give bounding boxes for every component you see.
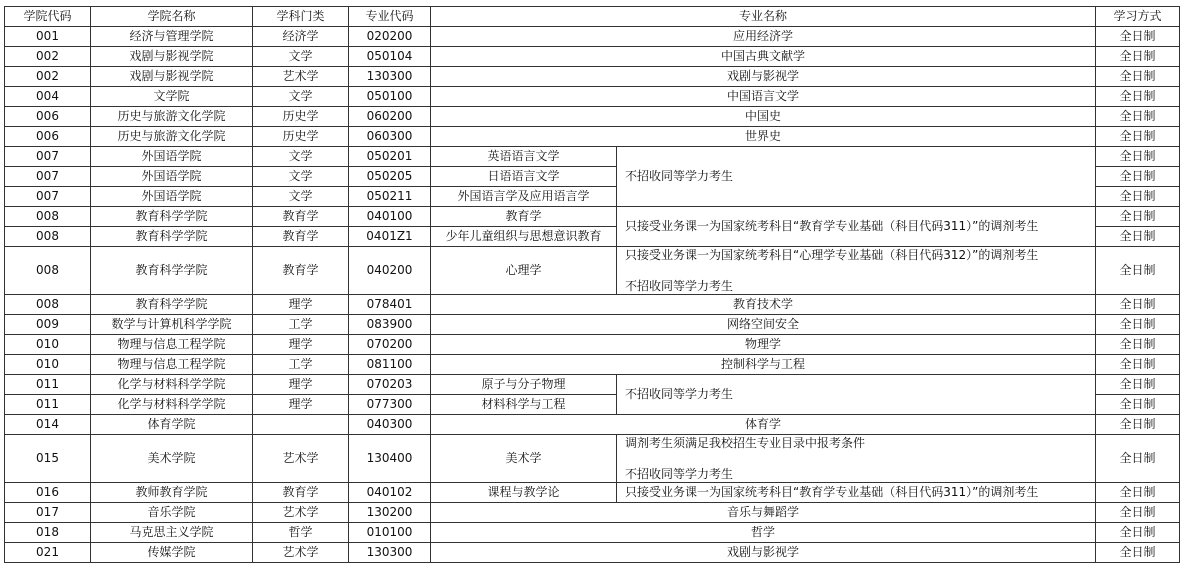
admission-note [617,435,1096,483]
major-code: 081100 [349,355,431,375]
college-code: 011 [5,375,91,395]
major-name: 世界史 [431,127,1096,147]
college-name: 教育科学学院 [91,227,253,247]
major-code: 020200 [349,27,431,47]
admission-note: 只接受业务课一为国家统考科目“教育学专业基础（科目代码311）”的调剂考生 [617,207,1096,247]
note-line: 不招收同等学力考生 [625,467,734,481]
study-mode: 全日制 [1096,127,1180,147]
college-name: 文学院 [91,87,253,107]
discipline: 理学 [253,375,349,395]
study-mode: 全日制 [1096,315,1180,335]
college-name: 音乐学院 [91,503,253,523]
table-row [5,147,1180,167]
discipline: 哲学 [253,523,349,543]
study-mode: 全日制 [1096,187,1180,207]
admission-note [617,247,1096,295]
major-code: 050100 [349,87,431,107]
study-mode: 全日制 [1096,207,1180,227]
college-code: 017 [5,503,91,523]
discipline: 艺术学 [253,67,349,87]
major-name: 心理学 [431,247,617,295]
study-mode: 全日制 [1096,435,1180,483]
major-name: 戏剧与影视学 [431,543,1096,563]
table-row [5,207,1180,227]
college-code: 007 [5,187,91,207]
admission-note: 不招收同等学力考生 [617,147,1096,207]
table-row [5,415,1180,435]
major-name: 中国史 [431,107,1096,127]
table-row [5,47,1180,67]
admission-note: 只接受业务课一为国家统考科目“教育学专业基础（科目代码311）”的调剂考生 [617,483,1096,503]
college-code: 008 [5,247,91,295]
table-row [5,295,1180,315]
college-name: 经济与管理学院 [91,27,253,47]
college-name: 戏剧与影视学院 [91,67,253,87]
discipline: 理学 [253,335,349,355]
table-row [5,247,1180,295]
study-mode: 全日制 [1096,147,1180,167]
study-mode: 全日制 [1096,27,1180,47]
discipline: 文学 [253,87,349,107]
college-code: 021 [5,543,91,563]
discipline [253,415,349,435]
major-name: 教育学 [431,207,617,227]
table-row [5,27,1180,47]
major-code: 130200 [349,503,431,523]
college-name: 体育学院 [91,415,253,435]
discipline: 艺术学 [253,503,349,523]
major-code: 130300 [349,67,431,87]
discipline: 文学 [253,147,349,167]
header-college-name: 学院名称 [91,7,253,27]
discipline: 理学 [253,295,349,315]
college-code: 001 [5,27,91,47]
major-code: 083900 [349,315,431,335]
college-code: 010 [5,335,91,355]
major-code: 050104 [349,47,431,67]
major-code: 130300 [349,543,431,563]
college-name: 历史与旅游文化学院 [91,107,253,127]
major-name: 美术学 [431,435,617,483]
major-name: 音乐与舞蹈学 [431,503,1096,523]
study-mode: 全日制 [1096,543,1180,563]
discipline: 教育学 [253,227,349,247]
table-row [5,355,1180,375]
discipline: 文学 [253,47,349,67]
table-row [5,87,1180,107]
study-mode: 全日制 [1096,47,1180,67]
college-name: 戏剧与影视学院 [91,47,253,67]
table-row [5,67,1180,87]
major-name: 原子与分子物理 [431,375,617,395]
study-mode: 全日制 [1096,355,1180,375]
major-code: 060200 [349,107,431,127]
admission-note: 不招收同等学力考生 [617,375,1096,415]
major-name: 体育学 [431,415,1096,435]
major-code: 010100 [349,523,431,543]
college-code: 016 [5,483,91,503]
college-name: 教育科学学院 [91,207,253,227]
table-row [5,523,1180,543]
major-name: 应用经济学 [431,27,1096,47]
major-name: 控制科学与工程 [431,355,1096,375]
table-row [5,315,1180,335]
major-code: 050205 [349,167,431,187]
college-name: 外国语学院 [91,187,253,207]
note-line: 调剂考生须满足我校招生专业目录中报考条件 [625,436,866,450]
discipline: 教育学 [253,483,349,503]
college-code: 011 [5,395,91,415]
header-college-code: 学院代码 [5,7,91,27]
note-line: 只接受业务课一为国家统考科目“心理学专业基础（科目代码312）”的调剂考生 [625,248,1039,262]
college-name: 教育科学学院 [91,247,253,295]
major-name: 外国语言学及应用语言学 [431,187,617,207]
college-code: 009 [5,315,91,335]
college-code: 007 [5,147,91,167]
discipline: 理学 [253,395,349,415]
college-code: 006 [5,127,91,147]
college-name: 物理与信息工程学院 [91,335,253,355]
study-mode: 全日制 [1096,67,1180,87]
discipline: 文学 [253,167,349,187]
major-code: 077300 [349,395,431,415]
major-code: 040300 [349,415,431,435]
table-header-row [5,7,1180,27]
major-name: 物理学 [431,335,1096,355]
study-mode: 全日制 [1096,523,1180,543]
header-discipline: 学科门类 [253,7,349,27]
college-name: 美术学院 [91,435,253,483]
college-name: 历史与旅游文化学院 [91,127,253,147]
major-code: 040200 [349,247,431,295]
major-name: 中国古典文献学 [431,47,1096,67]
major-name: 戏剧与影视学 [431,67,1096,87]
college-code: 008 [5,227,91,247]
major-name: 哲学 [431,523,1096,543]
major-name: 英语语言文学 [431,147,617,167]
discipline: 工学 [253,355,349,375]
table-row [5,127,1180,147]
college-name: 外国语学院 [91,147,253,167]
college-name: 教育科学学院 [91,295,253,315]
major-code: 070200 [349,335,431,355]
major-code: 040102 [349,483,431,503]
discipline: 工学 [253,315,349,335]
study-mode: 全日制 [1096,295,1180,315]
college-name: 数学与计算机科学学院 [91,315,253,335]
discipline: 历史学 [253,107,349,127]
study-mode: 全日制 [1096,335,1180,355]
college-code: 010 [5,355,91,375]
table-row [5,435,1180,483]
study-mode: 全日制 [1096,375,1180,395]
college-name: 物理与信息工程学院 [91,355,253,375]
major-name: 日语语言文学 [431,167,617,187]
major-code: 050201 [349,147,431,167]
major-code: 130400 [349,435,431,483]
major-code: 070203 [349,375,431,395]
discipline: 历史学 [253,127,349,147]
college-code: 002 [5,47,91,67]
table-row [5,107,1180,127]
table-row [5,503,1180,523]
header-study-mode: 学习方式 [1096,7,1180,27]
discipline: 艺术学 [253,435,349,483]
major-code: 078401 [349,295,431,315]
major-name: 网络空间安全 [431,315,1096,335]
adjustment-majors-table [4,6,1180,563]
major-name: 课程与教学论 [431,483,617,503]
major-code: 0401Z1 [349,227,431,247]
discipline: 经济学 [253,27,349,47]
college-code: 007 [5,167,91,187]
major-name: 材料科学与工程 [431,395,617,415]
discipline: 教育学 [253,247,349,295]
major-code: 050211 [349,187,431,207]
study-mode: 全日制 [1096,107,1180,127]
table-row [5,335,1180,355]
college-name: 化学与材料科学学院 [91,395,253,415]
header-major-code: 专业代码 [349,7,431,27]
table-row [5,375,1180,395]
college-code: 014 [5,415,91,435]
study-mode: 全日制 [1096,395,1180,415]
college-code: 018 [5,523,91,543]
major-code: 060300 [349,127,431,147]
table-row [5,483,1180,503]
header-major-name: 专业名称 [431,7,1096,27]
discipline: 艺术学 [253,543,349,563]
college-name: 马克思主义学院 [91,523,253,543]
study-mode: 全日制 [1096,415,1180,435]
note-line: 不招收同等学力考生 [625,279,734,293]
major-name: 少年儿童组织与思想意识教育 [431,227,617,247]
major-name: 中国语言文学 [431,87,1096,107]
college-name: 教师教育学院 [91,483,253,503]
study-mode: 全日制 [1096,503,1180,523]
study-mode: 全日制 [1096,167,1180,187]
college-code: 008 [5,207,91,227]
discipline: 教育学 [253,207,349,227]
major-code: 040100 [349,207,431,227]
college-code: 015 [5,435,91,483]
study-mode: 全日制 [1096,247,1180,295]
study-mode: 全日制 [1096,227,1180,247]
college-name: 外国语学院 [91,167,253,187]
college-name: 化学与材料科学学院 [91,375,253,395]
college-code: 002 [5,67,91,87]
table-row [5,543,1180,563]
college-code: 004 [5,87,91,107]
study-mode: 全日制 [1096,483,1180,503]
college-code: 008 [5,295,91,315]
discipline: 文学 [253,187,349,207]
college-name: 传媒学院 [91,543,253,563]
college-code: 006 [5,107,91,127]
study-mode: 全日制 [1096,87,1180,107]
major-name: 教育技术学 [431,295,1096,315]
